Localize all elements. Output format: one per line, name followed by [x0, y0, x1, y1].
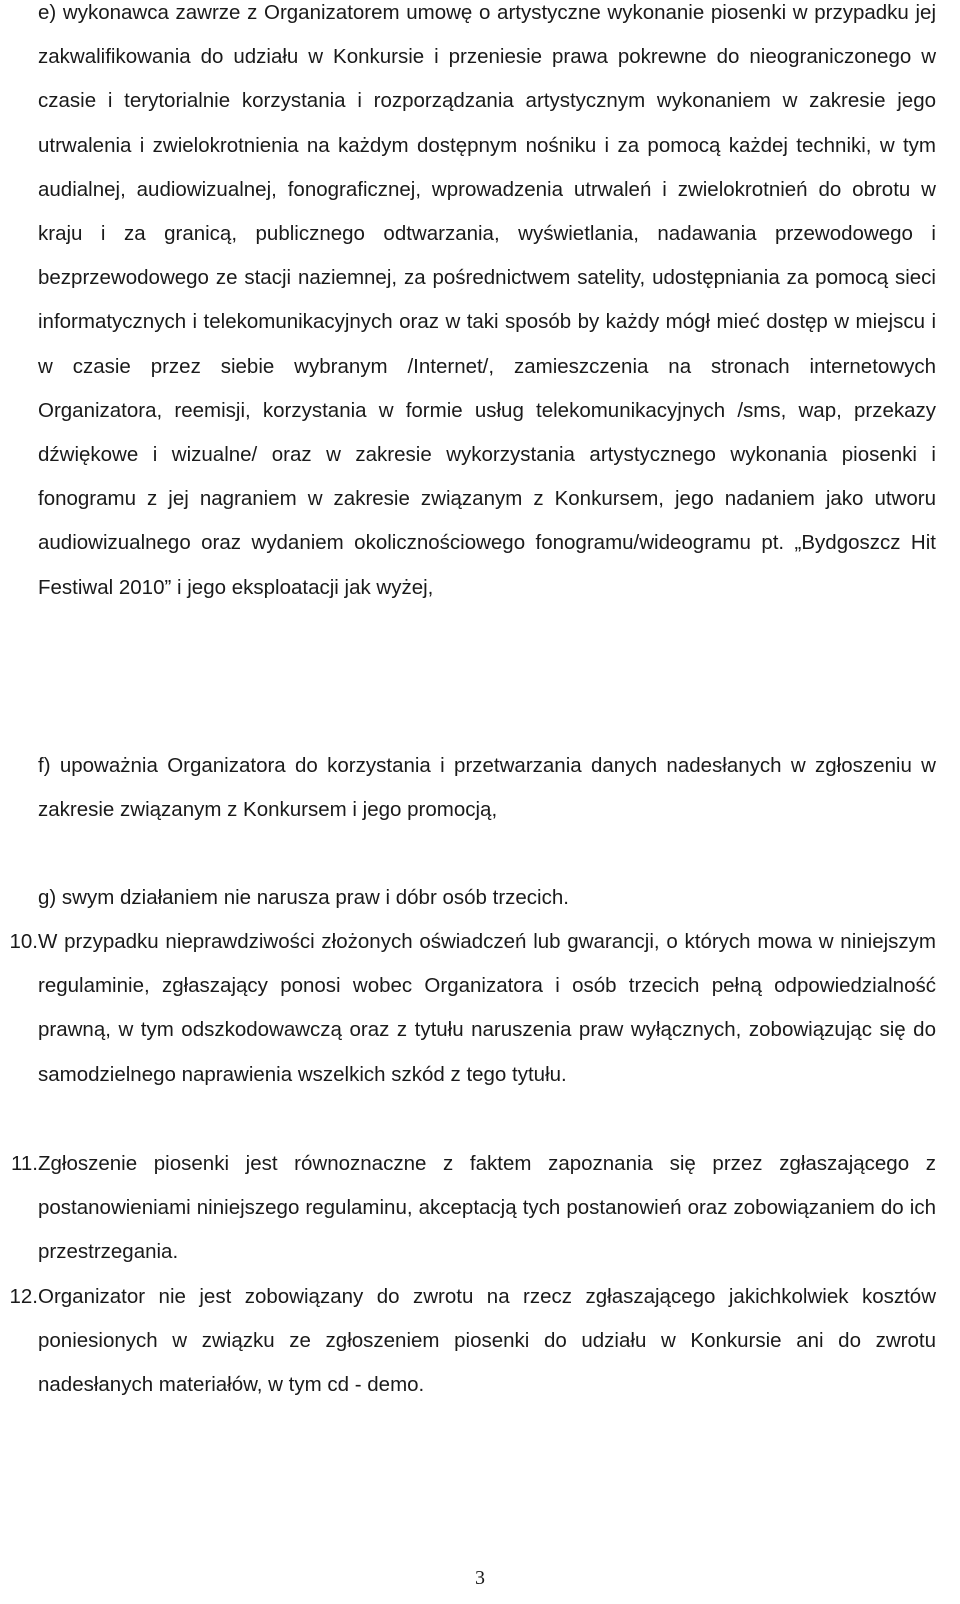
item-text: Organizator nie jest zobowiązany do zwrotu na rzecz zgłaszającego jakichkolwiek kosztów poniesionych w związku ze zgłoszeniem piosenki do udziału w Konkursie ani do zwrotu nadesłanych materiałów, w tym cd - demo.: [38, 1285, 936, 1397]
clause-g: g) swym działaniem nie narusza praw i dóbr osób trzecich.: [38, 886, 569, 909]
page-number: 3: [475, 1567, 485, 1589]
item-number: 10.: [9, 930, 38, 953]
numbered-item-11: [0, 1142, 936, 1275]
numbered-item-12: [0, 1275, 936, 1408]
clause-e: e) wykonawca zawrze z Organizatorem umowę o artystyczne wykonanie piosenki w przypadku jej zakwalifikowania do udziału w Konkursie i przeniesie prawa pokrewne do nieograniczonego w czasie i terytorialnie korzystania i rozporządzania artystycznym wykonaniem w zakresie jego utrwalenia i zwielokrotnienia na każdym dostępnym nośniku i za pomocą każdej techniki, w tym audialnej, audiowizualnej, fonograficznej, wprowadzenia utrwaleń i zwielokrotnień do obrotu w kraju i za granicą, publicznego odtwarzania, wyświetlania, nadawania przewodowego i bezprzewodowego ze stacji naziemnej, za pośrednictwem satelity, udostępniania za pomocą sieci informatycznych i telekomunikacyjnych oraz w taki sposób by każdy mógł mieć dostęp w miejscu i w czasie przez siebie wybranym /Internet/, zamieszczenia na stronach internetowych Organizatora, reemisji, korzystania w formie usług telekomunikacyjnych /sms, wap, przekazy dźwiękowe i wizualne/ oraz w zakresie wykorzystania artystycznego wykonania piosenki i fonogramu z jej nagraniem w zakresie związanym z Konkursem, jego nadaniem jako utworu audiowizualnego oraz wydaniem okolicznościowego fonogramu/wideogramu pt. „Bydgoszcz Hit Festiwal 2010” i jego eksploatacji jak wyżej,: [38, 1, 936, 599]
item-text: Zgłoszenie piosenki jest równoznaczne z faktem zapoznania się przez zgłaszającego z postanowieniami niniejszego regulaminu, akceptacją tych postanowień oraz zobowiązaniem do ich przestrzegania.: [38, 1152, 936, 1264]
clause-f: f) upoważnia Organizatora do korzystania i przetwarzania danych nadesłanych w zgłoszeniu w zakresie związanym z Konkursem i jego promocją,: [38, 754, 936, 822]
item-number: 12.: [9, 1285, 38, 1308]
item-number: 11.: [11, 1152, 38, 1175]
item-text: W przypadku nieprawdziwości złożonych oświadczeń lub gwarancji, o których mowa w niniejszym regulaminie, zgłaszający ponosi wobec Organizatora i osób trzecich pełną odpowiedzialność prawną, w tym odszkodowawczą oraz z tytułu naruszenia praw wyłącznych, zobowiązując się do samodzielnego naprawienia wszelkich szkód z tego tytułu.: [38, 930, 936, 1086]
numbered-item-10: [0, 920, 936, 1097]
